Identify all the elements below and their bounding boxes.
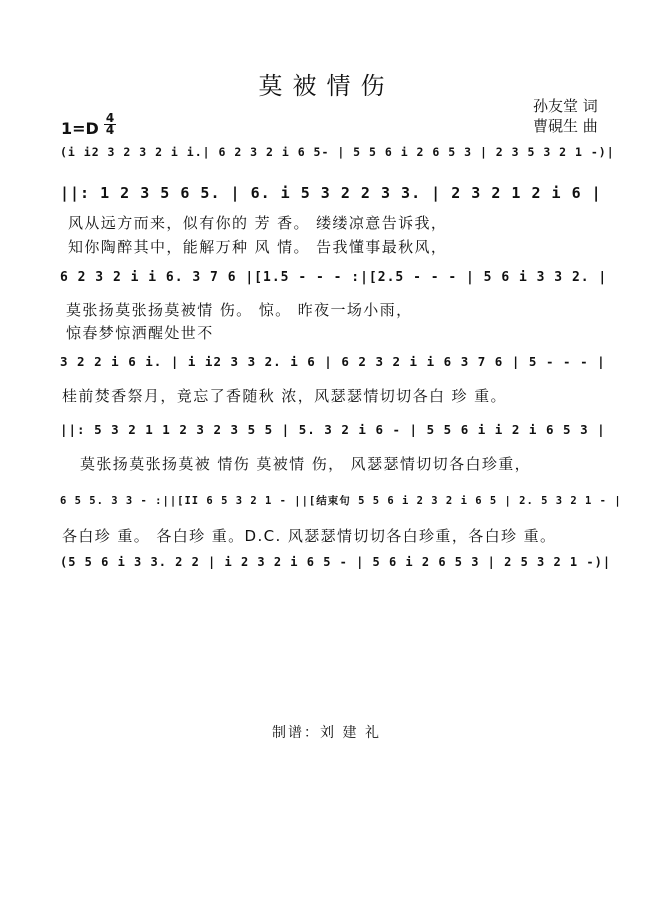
lyric-line: 莫张扬莫张扬莫被情 伤。 惊。 昨夜一场小雨， bbox=[66, 301, 413, 319]
time-signature-bottom: 4 bbox=[105, 123, 115, 137]
notation-row: (5 5 6 i 3 3. 2 2 | i 2 3 2 i 6 5 - | 5 6 i 2 6 5 3 | 2 5 3 2 1 -)| bbox=[60, 555, 612, 569]
notation-row: (i i2 3 2 3 2 i i.| 6 2 3 2 i 6 5- | 5 5 6 i 2 6 5 3 | 2 3 5 3 2 1 -)| bbox=[60, 145, 615, 159]
lyric-line: 知你陶醉其中，能解万种 风 情。 告我懂事最秋风， bbox=[68, 238, 448, 256]
song-title: 莫被情伤 bbox=[258, 72, 395, 100]
time-signature bbox=[104, 113, 116, 136]
notation-row: 6 5 5. 3 3 - :||[II 6 5 3 2 1 - ||[结束句 5 5 6 i 2 3 2 i 6 5 | 2. 5 3 2 1 - | bbox=[60, 495, 622, 507]
lyric-line: 惊春梦惊洒醒处世不 bbox=[66, 324, 214, 342]
lyricist-credit: 孙友堂 词 bbox=[533, 97, 598, 115]
key-signature: 1=D bbox=[61, 119, 99, 138]
lyric-line: 桂前焚香祭月，竟忘了香随秋 浓，风瑟瑟情切切各白 珍 重。 bbox=[62, 387, 507, 405]
composer-credit: 曹硯生 曲 bbox=[533, 117, 598, 135]
lyric-line: 莫张扬莫张扬莫被 情伤 莫被情 伤， 风瑟瑟情切切各白珍重， bbox=[80, 455, 532, 473]
time-signature-top: 4 bbox=[105, 111, 115, 125]
notation-row: ||: 1 2 3 5 6 5. | 6. i 5 3 2 2 3 3. | 2 3 2 1 2 i 6 | bbox=[60, 184, 602, 202]
notation-row: 3 2 2 i 6 i. | i i2 3 3 2. i 6 | 6 2 3 2 i i 6 3 7 6 | 5 - - - | bbox=[60, 354, 606, 369]
lyric-line: 各白珍 重。 各白珍 重。D.C. 风瑟瑟情切切各白珍重，各白珍 重。 bbox=[62, 527, 557, 545]
notation-row: 6 2 3 2 i i 6. 3 7 6 |[1.5 - - - :|[2.5 - - - | 5 6 i 3 3 2. | bbox=[60, 270, 608, 285]
lyric-line: 风从远方而来，似有你的 芳 香。 缕缕凉意告诉我， bbox=[68, 214, 448, 232]
transcriber-credit: 制谱：刘 建 礼 bbox=[272, 725, 381, 741]
notation-row: ||: 5 3 2 1 1 2 3 2 3 5 5 | 5. 3 2 i 6 - | 5 5 6 i i 2 i 6 5 3 | bbox=[60, 422, 606, 437]
